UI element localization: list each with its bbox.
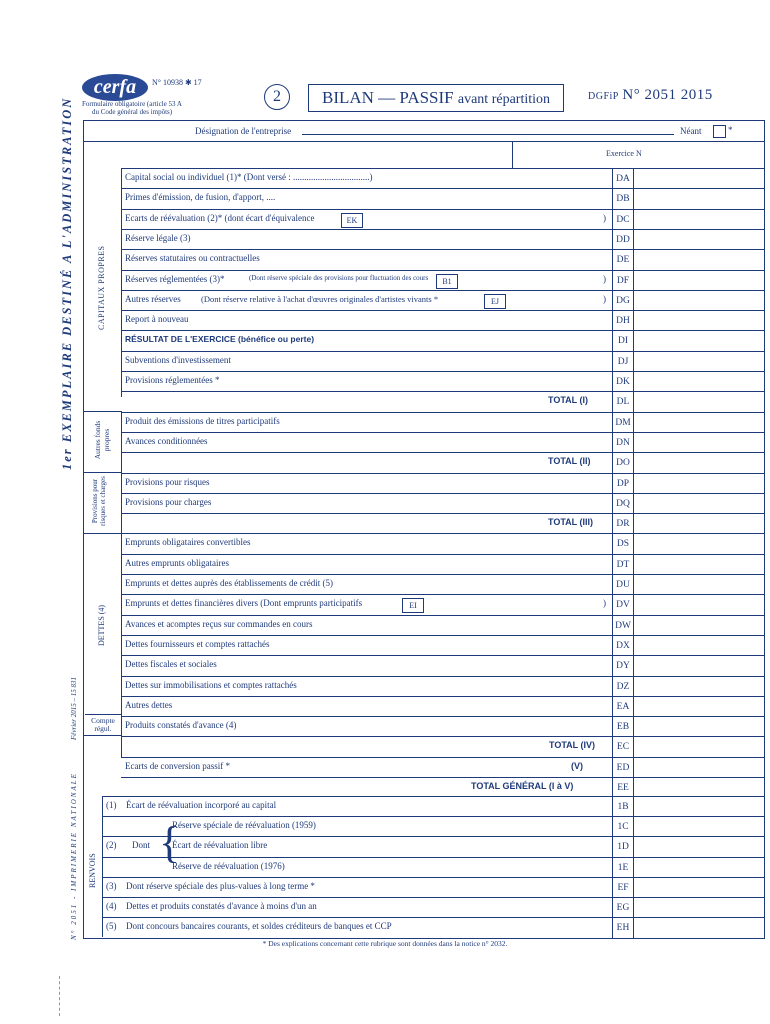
table-row [121, 493, 765, 514]
table-row [121, 452, 765, 473]
row-code: DF [612, 271, 634, 291]
table-row [121, 330, 765, 351]
table-row [121, 736, 765, 757]
row-label: Avances et acomptes reçus sur commandes en cours [125, 618, 313, 629]
row-label: Autres réserves [125, 293, 181, 304]
row-code: DR [612, 514, 634, 534]
dgfip-ref [588, 87, 713, 104]
row-paren: ) [603, 293, 606, 304]
renvoi-value-field[interactable] [632, 898, 765, 918]
renvoi-row [102, 877, 765, 898]
renvoi-num: (5) [106, 921, 117, 932]
value-field[interactable] [632, 230, 765, 250]
value-field[interactable] [632, 717, 765, 737]
footnote: * Des explications concernant cette rubrique sont données dans la notice n° 2032. [262, 939, 508, 948]
renvoi-label: Dettes et produits constatés d'avance à moins d'un an [126, 901, 317, 911]
row-code: DW [612, 616, 634, 636]
row-label: Emprunts et dettes auprès des établissements de crédit (5) [125, 578, 333, 588]
row-code: DS [612, 534, 634, 554]
neant-checkbox[interactable] [713, 125, 726, 138]
table-row [121, 432, 765, 453]
row-label: Autres dettes [125, 699, 173, 710]
row-label: Avances conditionnées [125, 435, 208, 446]
row-sublabel: (Dont réserve relative à l'achat d'œuvres originales d'artistes vivants * [201, 293, 439, 304]
value-field[interactable] [632, 677, 765, 697]
row-code: DI [612, 331, 634, 351]
value-field[interactable] [632, 494, 765, 514]
row-code: DM [612, 413, 634, 433]
table-row [121, 655, 765, 676]
row-label: Réserves statutaires ou contractuelles [125, 253, 260, 264]
printer-text: N° 2051 - IMPRIMERIE NATIONALE [70, 772, 78, 940]
table-row [121, 594, 765, 615]
row-code: EC [612, 737, 634, 757]
renvoi-row [102, 897, 765, 918]
sub-code-box[interactable]: EK [341, 213, 363, 228]
row-code: ED [612, 758, 634, 778]
renvoi-row [102, 836, 765, 857]
row-label: Réserve légale (3) [125, 232, 191, 243]
value-field[interactable] [632, 210, 765, 230]
value-field[interactable] [632, 189, 765, 209]
row-sublabel: (Dont réserve spéciale des provisions pour fluctuation des cours [249, 273, 429, 282]
renvoi-label: Réserve spéciale de réévaluation (1959) [172, 820, 316, 831]
value-field[interactable] [632, 758, 765, 778]
renvoi-code: EG [612, 898, 634, 918]
row-code: DO [612, 453, 634, 473]
section-autres-fonds-text: Autres fonds propres [93, 420, 111, 460]
row-label: Produit des émissions de titres participatifs [125, 415, 280, 426]
row-code: EB [612, 717, 634, 737]
value-field[interactable] [632, 636, 765, 656]
table-row [121, 188, 765, 209]
title-bold: BILAN — PASSIF [321, 88, 454, 107]
row-label: RÉSULTAT DE L'EXERCICE (bénéfice ou perte) [125, 334, 315, 345]
exemplaire-text: 1er EXEMPLAIRE DESTINÉ A L'ADMINISTRATION [60, 96, 74, 470]
value-field[interactable] [632, 433, 765, 453]
table-row [121, 615, 765, 636]
rows-container [83, 168, 765, 798]
row-code: DZ [612, 677, 634, 697]
table-row [121, 635, 765, 656]
renvoi-code: 1E [612, 858, 634, 878]
renvoi-value-field[interactable] [632, 878, 765, 898]
form-number: N° 10938 ✱ 17 [152, 78, 202, 87]
value-field[interactable] [632, 656, 765, 676]
renvoi-label: Écart de réévaluation incorporé au capital [126, 800, 277, 810]
table-row [121, 412, 765, 433]
row-code: DP [612, 474, 634, 494]
renvoi-value-field[interactable] [632, 858, 765, 878]
row-paren: ) [603, 212, 606, 223]
table-row [121, 310, 765, 331]
table-row [121, 757, 765, 778]
renvoi-row [102, 857, 765, 878]
row-label: Ecarts de réévaluation (2)* (dont écart d'équivalence [125, 212, 315, 223]
renvoi-code: 1C [612, 817, 634, 837]
value-field[interactable] [632, 331, 765, 351]
table-row [121, 696, 765, 717]
table-row [121, 371, 765, 392]
table-row [121, 716, 765, 737]
row-label: Produits constatés d'avance (4) [125, 720, 237, 731]
value-field[interactable] [632, 778, 765, 798]
row-label: Emprunts et dettes financières divers (Dont emprunts participatifs [125, 598, 363, 609]
cut-line [59, 976, 60, 1016]
value-field[interactable] [632, 474, 765, 494]
table-row [121, 249, 765, 270]
value-field[interactable] [632, 372, 765, 392]
section-dettes-text: DETTES (4) [97, 604, 106, 646]
page-title [308, 84, 564, 112]
row-code: DB [612, 189, 634, 209]
value-field[interactable] [632, 575, 765, 595]
row-total-label: TOTAL (III) [548, 517, 593, 528]
row-label: Provisions pour charges [125, 496, 212, 507]
row-code: DY [612, 656, 634, 676]
row-code: DH [612, 311, 634, 331]
value-field[interactable] [632, 697, 765, 717]
row-label: Dettes sur immobilisations et comptes rattachés [125, 679, 297, 690]
table-row [121, 270, 765, 291]
row-total-label: TOTAL GÉNÉRAL (I à V) [471, 781, 574, 791]
renvois-container [83, 796, 765, 937]
divider [83, 411, 121, 412]
renvoi-num: (2) [106, 840, 117, 851]
section-compte-regul: Compte régul. [85, 714, 121, 733]
row-code: DA [612, 169, 634, 189]
row-label: Autres emprunts obligataires [125, 557, 229, 568]
mandatory-line-2: du Code général des impôts) [92, 108, 173, 116]
row-paren: ) [603, 598, 606, 609]
table-row [121, 209, 765, 230]
renvoi-value-field[interactable] [632, 837, 765, 857]
value-field[interactable] [632, 169, 765, 189]
row-label: Réserves réglementées (3)* [125, 273, 225, 284]
value-field[interactable] [632, 352, 765, 372]
table-row [121, 351, 765, 372]
renvoi-num: (4) [106, 901, 117, 911]
row-label: Provisions réglementées * [125, 375, 220, 385]
value-field[interactable] [632, 595, 765, 615]
table-row [121, 554, 765, 575]
row-code: DQ [612, 494, 634, 514]
renvoi-num: (3) [106, 880, 117, 891]
value-field[interactable] [632, 291, 765, 311]
neant-label: Néant [680, 126, 702, 136]
row-code: DG [612, 291, 634, 311]
mandatory-line-1: Formulaire obligatoire (article 53 A [82, 100, 182, 108]
renvoi-row [102, 796, 765, 817]
row-label: Provisions pour risques [125, 476, 210, 487]
row-paren: ) [603, 273, 606, 284]
form-ref: N° 2051 2015 [622, 87, 713, 103]
value-field[interactable] [632, 392, 765, 412]
exercice-header: Exercice N [606, 149, 642, 158]
value-field[interactable] [632, 555, 765, 575]
renvoi-code: EH [612, 918, 634, 938]
renvoi-value-field[interactable] [632, 918, 765, 938]
section-renvois-text: RENVOIS [88, 853, 97, 888]
row-code: DV [612, 595, 634, 615]
page-circle-number: 2 [264, 84, 290, 110]
table-row [121, 168, 765, 189]
row-code: DJ [612, 352, 634, 372]
value-field[interactable] [632, 616, 765, 636]
row-total-label: TOTAL (IV) [549, 740, 595, 751]
renvoi-label: Dont réserve spéciale des plus-values à long terme * [126, 880, 315, 891]
divider [512, 141, 513, 168]
table-row [121, 290, 765, 311]
title-rest: avant répartition [457, 92, 551, 107]
row-label: Ecarts de conversion passif * [125, 760, 230, 771]
sub-code-box[interactable]: B1 [436, 274, 458, 289]
section-provisions-text: Provisions pour risques et charges [91, 476, 107, 526]
row-code: DD [612, 230, 634, 250]
value-field[interactable] [632, 413, 765, 433]
divider [83, 533, 121, 534]
table-row [121, 574, 765, 595]
divider [121, 168, 122, 397]
value-field[interactable] [632, 514, 765, 534]
row-label: Emprunts obligataires convertibles [125, 537, 251, 548]
value-field[interactable] [632, 534, 765, 554]
divider [83, 141, 765, 142]
row-label: Capital social ou individuel (1)* (Dont versé : ..................................) [125, 172, 373, 182]
renvoi-row [102, 917, 765, 938]
row-total-label: TOTAL (II) [548, 456, 591, 467]
designation-label: Désignation de l'entreprise [195, 126, 292, 136]
renvoi-value-field[interactable] [632, 817, 765, 837]
renvoi-value-field[interactable] [632, 797, 765, 817]
table-row [121, 391, 765, 412]
divider [83, 472, 121, 473]
table-row [121, 229, 765, 250]
row-label: Dettes fiscales et sociales [125, 659, 217, 670]
sub-code-box[interactable]: EI [402, 598, 424, 613]
brace-icon: { [159, 818, 181, 867]
designation-input[interactable] [302, 134, 674, 135]
edition-text: Février 2015 – 15 831 [70, 677, 78, 740]
table-row [121, 513, 765, 534]
value-field[interactable] [632, 311, 765, 331]
divider [102, 796, 103, 937]
renvoi-label: Dont concours bancaires courants, et soldes créditeurs de banques et CCP [126, 921, 392, 932]
row-code: DL [612, 392, 634, 412]
row-code: DX [612, 636, 634, 656]
renvoi-dont: Dont [132, 840, 150, 851]
table-row [121, 533, 765, 554]
renvoi-label: Écart de réévaluation libre [172, 840, 268, 851]
value-field[interactable] [632, 271, 765, 291]
row-label: Primes d'émission, de fusion, d'apport, .... [125, 192, 276, 203]
row-label: Subventions d'investissement [125, 354, 231, 365]
row-code: DT [612, 555, 634, 575]
table-row [121, 777, 765, 798]
renvoi-code: EF [612, 878, 634, 898]
table-row [121, 676, 765, 697]
value-field[interactable] [632, 250, 765, 270]
divider [121, 411, 122, 757]
row-code: DU [612, 575, 634, 595]
mandatory-note [82, 100, 182, 116]
neant-star: * [728, 125, 733, 135]
cerfa-logo: cerfa [82, 74, 148, 101]
row-label: Dettes fournisseurs et comptes rattachés [125, 638, 270, 649]
divider [83, 735, 121, 736]
renvoi-num: (1) [106, 800, 117, 810]
sub-code-box[interactable]: EJ [484, 294, 506, 309]
renvoi-code: 1B [612, 797, 634, 817]
row-code: DC [612, 210, 634, 230]
table-row [121, 473, 765, 494]
value-field[interactable] [632, 453, 765, 473]
section-capitaux-text: CAPITAUX PROPRES [97, 245, 106, 330]
row-code: EE [612, 778, 634, 798]
dgfip-label: DGFiP [588, 91, 619, 102]
value-field[interactable] [632, 737, 765, 757]
row-label: Report à nouveau [125, 314, 189, 325]
renvoi-label: Réserve de réévaluation (1976) [172, 860, 285, 871]
row-total-label: (V) [571, 760, 583, 771]
row-code: DK [612, 372, 634, 392]
row-code: DN [612, 433, 634, 453]
renvoi-code: 1D [612, 837, 634, 857]
row-total-label: TOTAL (I) [548, 395, 588, 406]
renvoi-row [102, 816, 765, 837]
row-code: DE [612, 250, 634, 270]
row-code: EA [612, 697, 634, 717]
